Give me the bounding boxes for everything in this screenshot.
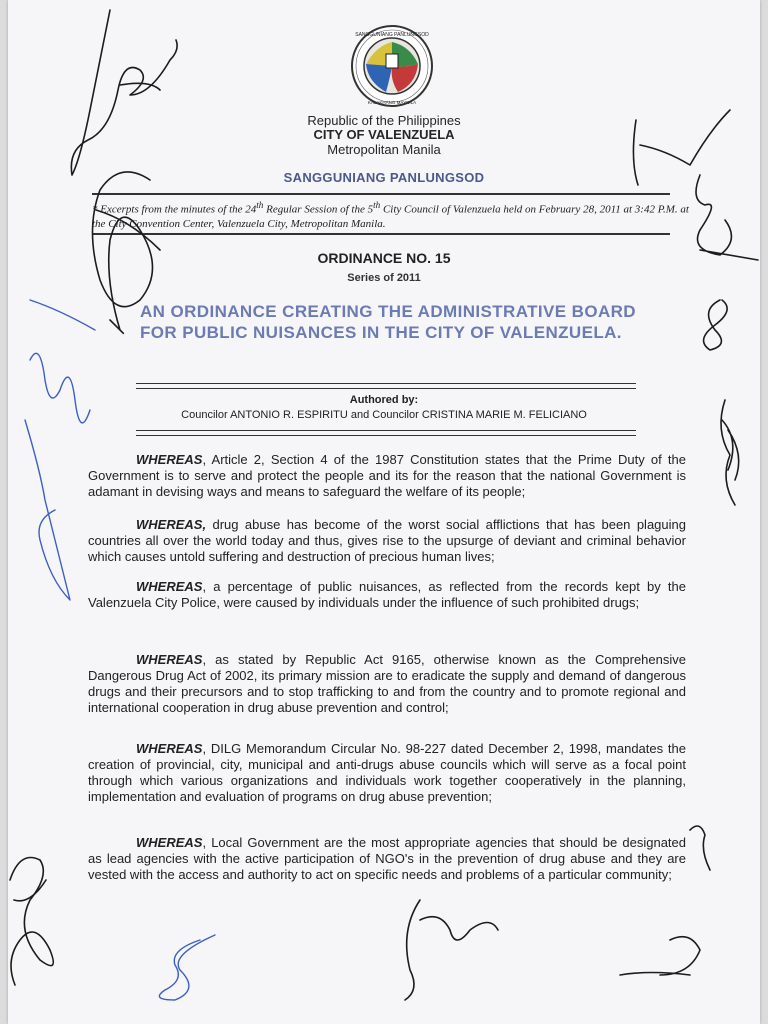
ordinance-number: ORDINANCE NO. 15 — [317, 250, 451, 266]
ordinance-title: AN ORDINANCE CREATING THE ADMINISTRATIVE BOARD FOR PUBLIC NUISANCES IN THE CITY OF VALENZUELA. — [140, 302, 636, 342]
whereas-paragraph: WHEREAS, a percentage of public nuisances, as reflected from the records kept by the Valenzuela City Police, were caused by individuals under the influence of such prohibited drugs; — [88, 579, 686, 610]
whereas-label: WHEREAS — [136, 452, 203, 467]
whereas-label: WHEREAS — [136, 579, 203, 594]
whereas-label: WHEREAS, — [136, 517, 207, 532]
whereas-paragraph: WHEREAS, DILG Memorandum Circular No. 98-227 dated December 2, 1998, mandates the creation of provincial, city, municipal and anti-drugs abuse councils which will serve as a focal point through which various organizations and individuals work together cooperatively in the planning, implementation and evaluation of programs on drug abuse prevention; — [88, 741, 686, 804]
whereas-label: WHEREAS — [136, 652, 203, 667]
svg-text:SANGGUNIANG PANLUNGSOD: SANGGUNIANG PANLUNGSOD — [355, 32, 429, 38]
council-name: SANGGUNIANG PANLUNGSOD — [283, 170, 485, 185]
whereas-paragraph: WHEREAS, Local Government are the most appropriate agencies that should be designated as lead agencies with the active participation of NGO's in the prevention of drug abuse and they are vested with the access and authority to act on specific needs and problems of a particular community; — [88, 835, 686, 882]
region-line: Metropolitan Manila — [327, 142, 441, 157]
excerpt-top-rule — [92, 193, 670, 195]
republic-line: Republic of the Philippines — [307, 113, 461, 128]
minutes-excerpt: * Excerpts from the minutes of the 24th Regular Session of the 5th City Council of Valenzuela held on February 28, 2011 at 3:42 P.M. at the City Convention Center, Valenzuela City, Metropolitan Manila. — [92, 200, 689, 230]
authored-by-label: Authored by: — [349, 394, 419, 406]
whereas-label: WHEREAS — [136, 835, 203, 850]
whereas-label: WHEREAS — [136, 741, 203, 756]
ordinance-series: Series of 2011 — [347, 272, 421, 284]
city-seal-logo — [346, 24, 438, 108]
excerpt-bottom-rule — [92, 233, 670, 235]
city-name: CITY OF VALENZUELA — [313, 127, 455, 142]
authors-line: Councilor ANTONIO R. ESPIRITU and Councilor CRISTINA MARIE M. FELICIANO — [181, 409, 587, 421]
divider — [136, 430, 636, 436]
divider — [136, 383, 636, 389]
whereas-paragraph: WHEREAS, Article 2, Section 4 of the 1987 Constitution states that the Prime Duty of the Government is to serve and protect the people and its for the reason that the national Government is adamant in devising ways and means to safeguard the welfare of its people; — [88, 452, 686, 499]
whereas-paragraph: WHEREAS, drug abuse has become of the worst social afflictions that has been plaguing countries all over the world today and thus, gives rise to the upsurge of deviant and criminal behavior which causes untold suffering and destruction of precious human lives; — [88, 517, 686, 564]
whereas-paragraph: WHEREAS, as stated by Republic Act 9165, otherwise known as the Comprehensive Dangerous Drug Act of 2002, its primary mission are to eradicate the supply and demand of dangerous drugs and their precursors and to stop trafficking to and from the country and to promote regional and international cooperation in drug abuse prevention and control; — [88, 652, 686, 715]
svg-text:KALAKHANG MAYNILA: KALAKHANG MAYNILA — [367, 100, 417, 105]
